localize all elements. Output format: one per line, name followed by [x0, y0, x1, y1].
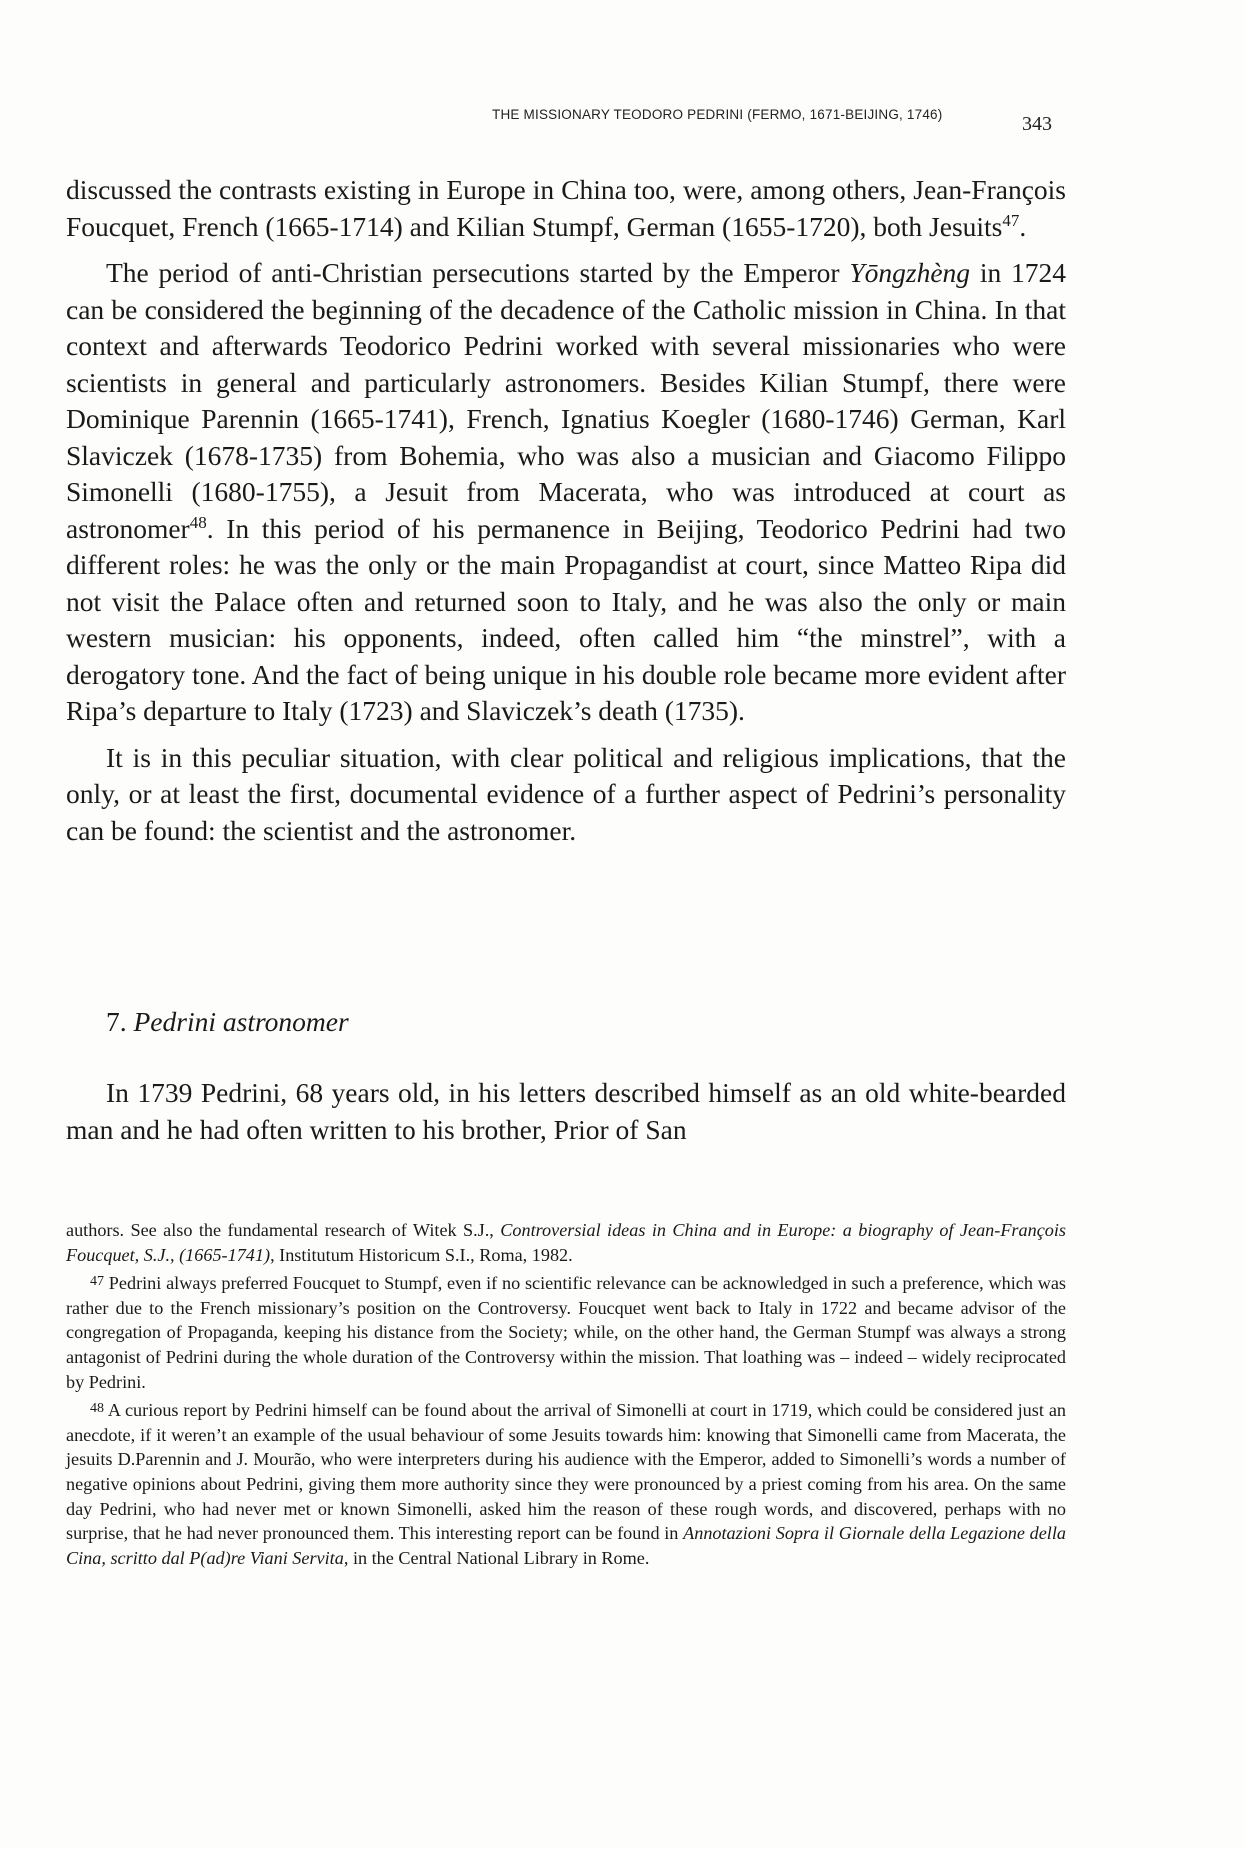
footnote-48-b: , in the Central National Library in Rome.: [343, 1547, 650, 1568]
footnote-ref-47[interactable]: 47: [1002, 210, 1020, 230]
paragraph-2-b: in 1724 can be considered the beginning of the decadence of the Catholic mission in China. In that context and afterwards Teodorico Pedrini worked with several missionaries who were scientists in general and particularly astronomers. Besides Kilian Stumpf, there were Dominique Parennin (1665-1741), French, Ignatius Koegler (1680-1746) German, Karl Slaviczek (1678-1735) from Bohemia, who was also a musician and Giacomo Filippo Simonelli (1680-1755), a Jesuit from Macerata, who was introduced at court as astronomer: [66, 257, 1067, 544]
paragraph-2-a: The period of anti-Christian persecutions started by the Emperor: [106, 257, 850, 288]
cited-title-witek: Controversial ideas in China and in Europe: a biography of Jean-François Foucquet, S.J., (1665-1741): [66, 1220, 1066, 1265]
footnotes: [66, 1218, 1066, 1570]
footnote-continuation-b: , Institutum Historicum S.I., Roma, 1982.: [270, 1244, 573, 1265]
footnote-continuation: [66, 1218, 1066, 1267]
paragraph-2: [66, 255, 1066, 730]
footnote-48-a: A curious report by Pedrini himself can be found about the arrival of Simonelli at court in 1719, which could be considered just an anecdote, if it weren’t an example of the usual behaviour of some Jesuits towards him: knowing that Simonelli came from Macerata, the jesuits D.Parennin and J. Mourão, who were interpreters during his audience with the Emperor, added to Simonelli’s words a number of negative opinions about Pedrini, giving them more authority since they were pronounced by a priest coming from his area. On the same day Pedrini, who had never met or known Simonelli, asked him the reason of these rough words, and discovered, perhaps with no surprise, that he had never pronounced them. This interesting report can be found in: [66, 1400, 1066, 1544]
main-text: [66, 172, 1066, 849]
section-title: Pedrini astronomer: [133, 1006, 349, 1037]
footnote-ref-48[interactable]: 48: [189, 512, 207, 532]
paragraph-4: In 1739 Pedrini, 68 years old, in his letters described himself as an old white-bearded man and he had often written to his brother, Prior of San: [66, 1077, 1066, 1145]
footnote-continuation-a: authors. See also the fundamental research of Witek S.J.,: [66, 1220, 501, 1240]
section-body: [66, 1075, 1066, 1148]
cited-title-annotazioni: Annotazioni Sopra il Giornale della Legazione della Cina, scritto dal P(ad)re Viani Servita: [66, 1523, 1066, 1568]
emperor-name: Yōngzhèng: [849, 257, 971, 288]
section-heading: [106, 1006, 349, 1038]
section-number: 7.: [106, 1006, 127, 1037]
paragraph-1-end: .: [1019, 210, 1027, 242]
footnote-47-number: 47: [90, 1274, 104, 1290]
paragraph-3: It is in this peculiar situation, with clear political and religious implications, that the only, or at least the first, documental evidence of a further aspect of Pedrini’s personality can be found: the scientist and the astronomer.: [66, 741, 1066, 846]
footnote-48: [66, 1398, 1066, 1570]
paragraph-1-text: discussed the contrasts existing in Europe in China too, were, among others, Jean-François Foucquet, French (1665-1714) and Kilian Stumpf, German (1655-1720), both Jesuits: [66, 174, 1066, 242]
footnote-47: [66, 1271, 1066, 1394]
paragraph-2-c: . In this period of his permanence in Beijing, Teodorico Pedrini had two different roles: he was the only or the main Propagandist at court, since Matteo Ripa did not visit the Palace often and returned soon to Italy, and he was also the only or main western musician: his opponents, indeed, often called him “the minstrel”, with a derogatory tone. And the fact of being unique in his double role became more evident after Ripa’s departure to Italy (1723) and Slaviczek’s death (1735).: [66, 512, 1066, 726]
footnote-47-text: Pedrini always preferred Foucquet to Stumpf, even if no scientific relevance can be acknowledged in such a preference, which was rather due to the French missionary’s position on the Controversy. Foucquet went back to Italy in 1722 and became advisor of the congregation of Propaganda, keeping his distance from the Society; while, on the other hand, the German Stumpf was always a strong antagonist of Pedrini during the whole duration of the Controversy within the mission. That loathing was – indeed – widely reciprocated by Pedrini.: [66, 1273, 1067, 1392]
page-number: 343: [1022, 113, 1052, 135]
paragraph-1: [66, 172, 1066, 245]
footnote-48-number: 48: [90, 1401, 104, 1417]
running-head: THE MISSIONARY TEODORO PEDRINI (FERMO, 1671-BEIJING, 1746): [492, 107, 943, 122]
